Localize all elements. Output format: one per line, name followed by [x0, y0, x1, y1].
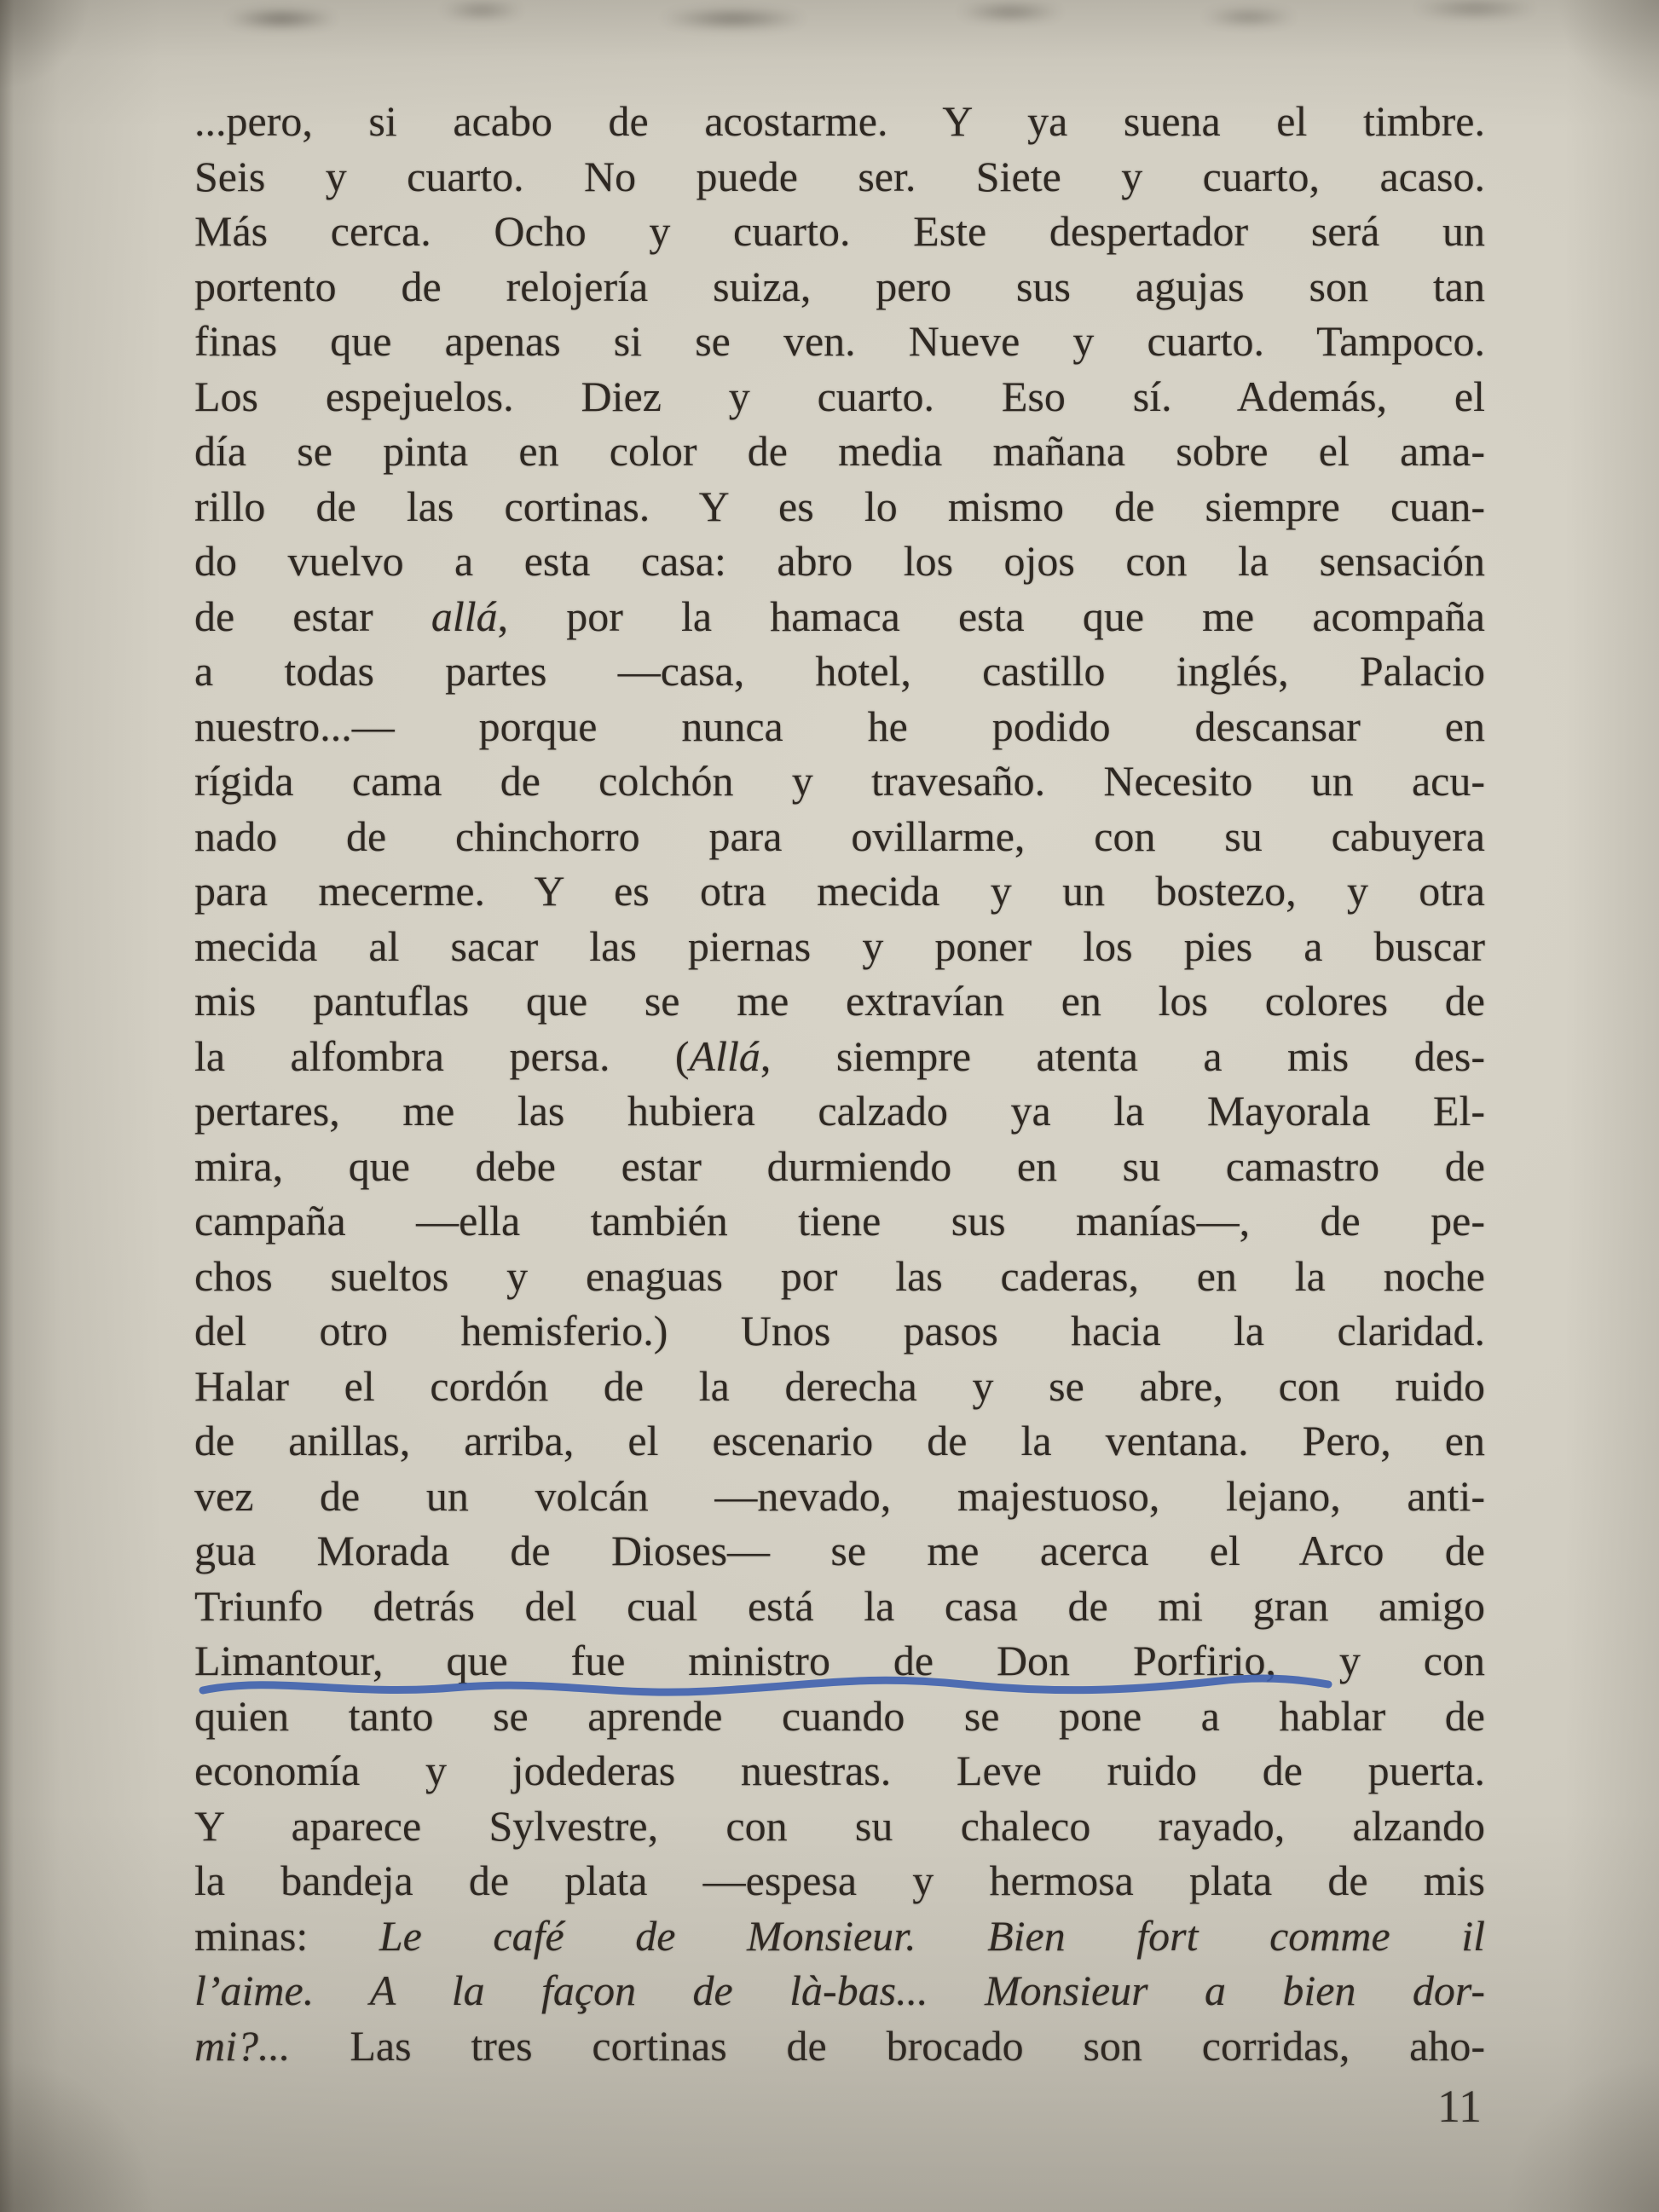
text-line: economía y jodederas nuestras. Leve ruido de puerta. [194, 1747, 1485, 1794]
text-line: mis pantuflas que se me extravían en los colores de [194, 977, 1485, 1025]
text-line: Halar el cordón de la derecha y se abre, con ruido [194, 1361, 1485, 1410]
text-line: Seis y cuarto. No puede ser. Siete y cuarto, acaso. [194, 152, 1485, 200]
text-line: mi?... Las tres cortinas de brocado son corridas, aho- [194, 2021, 1486, 2070]
text-line: mecida al sacar las piernas y poner los pies a buscar [194, 921, 1485, 970]
text-line: minas: Le café de Monsieur. Bien fort comme il [194, 1911, 1485, 1960]
text-line: a todas partes —casa, hotel, castillo inglés, Palacio [194, 647, 1485, 695]
text-line: pertares, me las hubiera calzado ya la Mayorala El- [194, 1087, 1485, 1135]
text-line: de anillas, arriba, el escenario de la ventana. Pero, en [194, 1417, 1485, 1464]
text-line: rillo de las cortinas. Y es lo mismo de siempre cuan- [194, 482, 1485, 530]
text-line: día se pinta en color de media mañana sobre el ama- [194, 427, 1485, 475]
text-line: do vuelvo a esta casa: abro los ojos con la sensación [194, 537, 1485, 585]
text-line: Y aparece Sylvestre, con su chaleco rayado, alzando [194, 1801, 1485, 1850]
text-line: portento de relojería suiza, pero sus agujas son tan [194, 262, 1485, 310]
text-line: quien tanto se aprende cuando se pone a hablar de [194, 1691, 1485, 1740]
text-line: mira, que debe estar durmiendo en su camastro de [194, 1141, 1485, 1190]
text-line: para mecerme. Y es otra mecida y un bostezo, y otra [194, 867, 1485, 915]
page-top-ghost-text [0, 0, 1659, 49]
text-line: finas que apenas si se ven. Nueve y cuarto. Tampoco. [194, 317, 1485, 365]
text-line: Triunfo detrás del cual está la casa de mi gran amigo [194, 1581, 1485, 1630]
text-line: de estar allá, por la hamaca esta que me acompaña [194, 592, 1485, 640]
text-line: gua Morada de Dioses— se me acerca el Arco de [194, 1527, 1485, 1574]
text-line: Limantour, que fue ministro de Don Porfirio, y con [194, 1637, 1485, 1684]
text-line: la alfombra persa. (Allá, siempre atenta a mis des- [194, 1031, 1485, 1080]
page-text [194, 94, 1485, 2073]
text-line: l’aime. A la façon de là-bas... Monsieur a bien dor- [194, 1967, 1485, 2014]
text-line: rígida cama de colchón y travesaño. Necesito un acu- [194, 757, 1485, 805]
text-line: nado de chinchorro para ovillarme, con su cabuyera [194, 811, 1485, 860]
text-line: ...pero, si acabo de acostarme. Y ya suena el timbre. [194, 97, 1485, 145]
text-line: campaña —ella también tiene sus manías—, de pe- [194, 1197, 1485, 1245]
text-line: Los espejuelos. Diez y cuarto. Eso sí. Además, el [194, 372, 1485, 420]
underlined-phrase: Limantour, que fue ministro de Don Porfirio [194, 1637, 1266, 1684]
text-line: vez de un volcán —nevado, majestuoso, lejano, anti- [194, 1471, 1485, 1520]
text-line: nuestro...— porque nunca he podido descansar en [194, 702, 1485, 750]
text-line: Más cerca. Ocho y cuarto. Este despertador será un [194, 207, 1485, 255]
text-line: chos sueltos y enaguas por las caderas, en la noche [194, 1251, 1485, 1300]
text-line: del otro hemisferio.) Unos pasos hacia la claridad. [194, 1307, 1485, 1354]
text-line: la bandeja de plata —espesa y hermosa plata de mis [194, 1857, 1485, 1904]
page-number: 11 [1437, 2081, 1482, 2132]
